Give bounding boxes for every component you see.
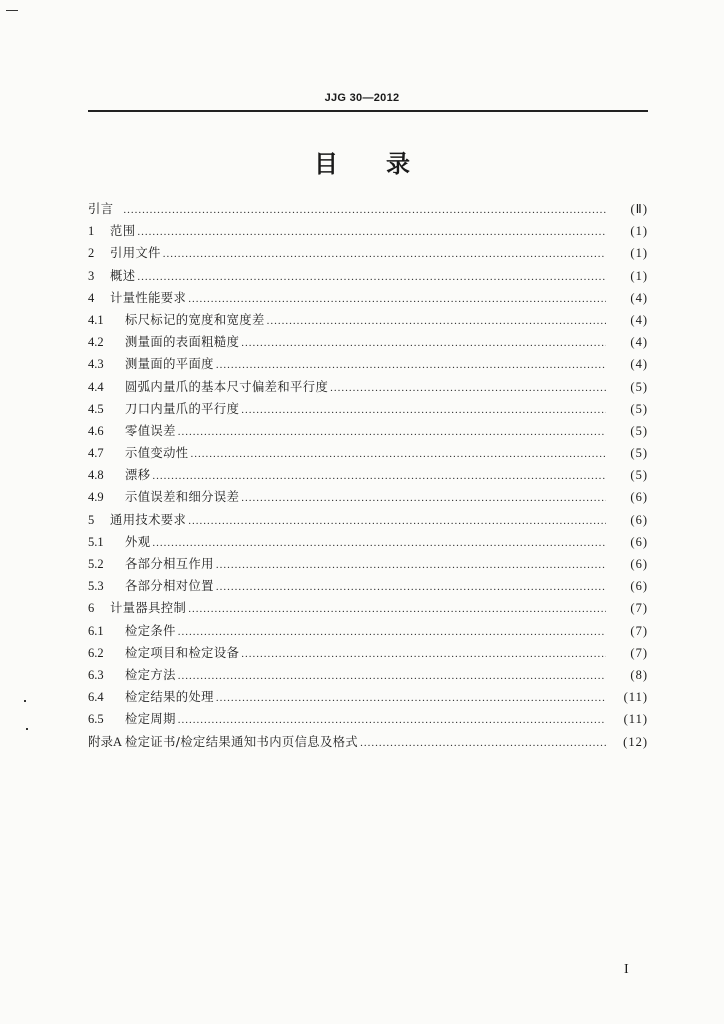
toc-entry-label: 漂移 (125, 468, 151, 483)
toc-entry[interactable] (88, 597, 648, 619)
dot-leader (191, 443, 607, 465)
dot-leader (216, 554, 606, 576)
toc-entry[interactable] (88, 287, 648, 309)
toc-entry-page: (1) (630, 246, 648, 261)
toc-entry-page: (8) (630, 667, 648, 682)
toc-entry-page: (7) (630, 645, 648, 660)
toc-entry-number: 6.2 (88, 645, 104, 660)
dot-leader (216, 576, 606, 598)
dot-leader (163, 243, 606, 265)
dot-leader (152, 465, 606, 487)
toc-entry-page: (4) (630, 312, 648, 327)
toc-entry-number: 附录A (88, 734, 123, 749)
toc-entry-label: 检定项目和检定设备 (125, 645, 240, 660)
toc-entry[interactable] (88, 309, 648, 331)
dot-leader (137, 266, 606, 288)
toc-entry-page: (6) (630, 534, 648, 549)
dot-leader (360, 732, 606, 754)
toc-entry-page: (6) (630, 557, 648, 571)
toc-entry-number: 6.5 (88, 712, 104, 727)
toc-entry-number: 4.9 (88, 490, 104, 505)
toc-entry[interactable] (88, 509, 648, 531)
toc-entry[interactable] (88, 620, 648, 642)
toc-entry[interactable] (88, 708, 648, 730)
toc-entry-label: 计量器具控制 (110, 601, 187, 616)
toc-entry-label: 引用文件 (110, 246, 161, 261)
toc-entry-label: 检定结果的处理 (125, 690, 214, 705)
toc-entry-page: (7) (630, 623, 648, 638)
dot-leader (188, 288, 606, 310)
toc-entry[interactable] (88, 198, 648, 220)
toc-entry[interactable] (88, 464, 648, 486)
standard-code: JJG 30—2012 (324, 92, 400, 104)
toc-entry-page: (11) (623, 690, 648, 705)
toc-entry-number: 4 (88, 290, 95, 305)
dot-leader (216, 354, 606, 376)
toc-entry-label: 测量面的表面粗糙度 (125, 335, 240, 350)
toc-entry-number: 5 (88, 512, 95, 527)
toc-entry-number: 4.8 (88, 468, 104, 483)
toc-entry-label: 零值误差 (125, 423, 176, 438)
toc-entry-page: (6) (630, 490, 648, 505)
header-rule (88, 110, 648, 112)
toc-entry[interactable] (88, 531, 648, 553)
scan-mark (24, 700, 26, 702)
dot-leader (241, 487, 606, 509)
dot-leader (152, 532, 606, 554)
toc-entry-label: 概述 (110, 268, 136, 283)
toc-entry[interactable] (88, 731, 648, 753)
toc-entry-page: (4) (630, 290, 648, 305)
toc-entry[interactable] (88, 442, 648, 464)
dot-leader (267, 310, 606, 332)
toc-entry[interactable] (88, 265, 648, 287)
toc-entry[interactable] (88, 420, 648, 442)
toc-entry-number: 6.1 (88, 623, 104, 638)
toc-entry[interactable] (88, 376, 648, 398)
toc-entry-number: 4.4 (88, 379, 104, 394)
toc-entry-label: 外观 (125, 534, 151, 549)
toc-entry-page: (5) (630, 401, 648, 416)
page-number: I (624, 962, 629, 977)
toc-entry-number: 5.1 (88, 534, 104, 549)
toc-entry[interactable] (88, 331, 648, 353)
dot-leader (330, 377, 606, 399)
scan-mark (26, 728, 28, 730)
toc-entry-number: 6.4 (88, 690, 104, 705)
toc-entry-number: 3 (88, 268, 95, 283)
toc-entry-label: 通用技术要求 (110, 512, 187, 527)
dot-leader (241, 643, 606, 665)
toc-entry[interactable] (88, 553, 648, 575)
scan-mark (6, 10, 18, 11)
toc-entry-page: (6) (630, 579, 648, 594)
toc-entry-label: 各部分相互作用 (125, 557, 214, 571)
toc-entry-label: 范围 (110, 224, 136, 239)
toc-entry-label: 检定方法 (125, 667, 176, 682)
toc-entry-page: (7) (630, 601, 648, 616)
toc-entry-label: 检定条件 (125, 623, 176, 638)
toc-entry-label: 标尺标记的宽度和宽度差 (125, 312, 265, 327)
dot-leader (188, 510, 606, 532)
toc-entry-number: 4.5 (88, 401, 104, 416)
toc-entry-page: (4) (630, 357, 648, 372)
dot-leader (241, 399, 606, 421)
toc-entry-number: 6 (88, 601, 95, 616)
toc-entry-number: 5.2 (88, 557, 104, 571)
toc-entry-label: 检定证书/检定结果通知书内页信息及格式 (125, 734, 359, 749)
toc-entry-number: 2 (88, 246, 95, 261)
toc-entry[interactable] (88, 220, 648, 242)
toc-entry[interactable] (88, 353, 648, 375)
toc-entry[interactable] (88, 242, 648, 264)
dot-leader (241, 332, 606, 354)
toc-entry-label: 各部分相对位置 (125, 579, 214, 594)
page-title: 目录 (314, 150, 458, 178)
table-of-contents (88, 198, 648, 753)
toc-entry-number: 1 (88, 224, 95, 239)
toc-entry-page: (5) (630, 423, 648, 438)
toc-entry-label: 示值变动性 (125, 446, 189, 461)
toc-entry-label: 圆弧内量爪的基本尺寸偏差和平行度 (125, 379, 329, 394)
toc-entry-page: (4) (630, 335, 648, 350)
toc-entry-page: (5) (630, 379, 648, 394)
toc-entry-label: 计量性能要求 (110, 290, 187, 305)
toc-entry[interactable] (88, 575, 648, 597)
dot-leader (178, 621, 606, 643)
toc-entry-page: (5) (630, 446, 648, 461)
toc-entry-label: 引言 (88, 202, 114, 216)
toc-entry-page: (Ⅱ) (630, 202, 648, 216)
dot-leader (178, 665, 606, 687)
dot-leader (216, 687, 606, 709)
dot-leader (137, 221, 606, 243)
toc-entry-number: 4.1 (88, 312, 104, 327)
toc-entry-label: 测量面的平面度 (125, 357, 214, 372)
toc-entry-number: 4.7 (88, 446, 104, 461)
toc-entry-number: 4.2 (88, 335, 104, 350)
toc-entry-label: 示值误差和细分误差 (125, 490, 240, 505)
toc-entry-page: (12) (623, 734, 648, 749)
toc-entry-number: 5.3 (88, 579, 104, 594)
dot-leader (178, 709, 606, 731)
dot-leader (123, 199, 606, 221)
toc-entry-number: 4.6 (88, 423, 104, 438)
toc-entry-number: 6.3 (88, 667, 104, 682)
toc-entry-number: 4.3 (88, 357, 104, 372)
toc-entry-page: (1) (630, 268, 648, 283)
toc-entry-label: 检定周期 (125, 712, 176, 727)
dot-leader (188, 598, 606, 620)
toc-entry[interactable] (88, 486, 648, 508)
toc-entry-page: (5) (630, 468, 648, 483)
toc-entry-page: (6) (630, 512, 648, 527)
toc-entry-page: (1) (630, 224, 648, 239)
toc-entry-label: 刀口内量爪的平行度 (125, 401, 240, 416)
toc-entry[interactable] (88, 664, 648, 686)
toc-entry[interactable] (88, 686, 648, 708)
dot-leader (178, 421, 606, 443)
toc-entry-page: (11) (623, 712, 648, 727)
toc-entry[interactable] (88, 642, 648, 664)
toc-entry[interactable] (88, 398, 648, 420)
